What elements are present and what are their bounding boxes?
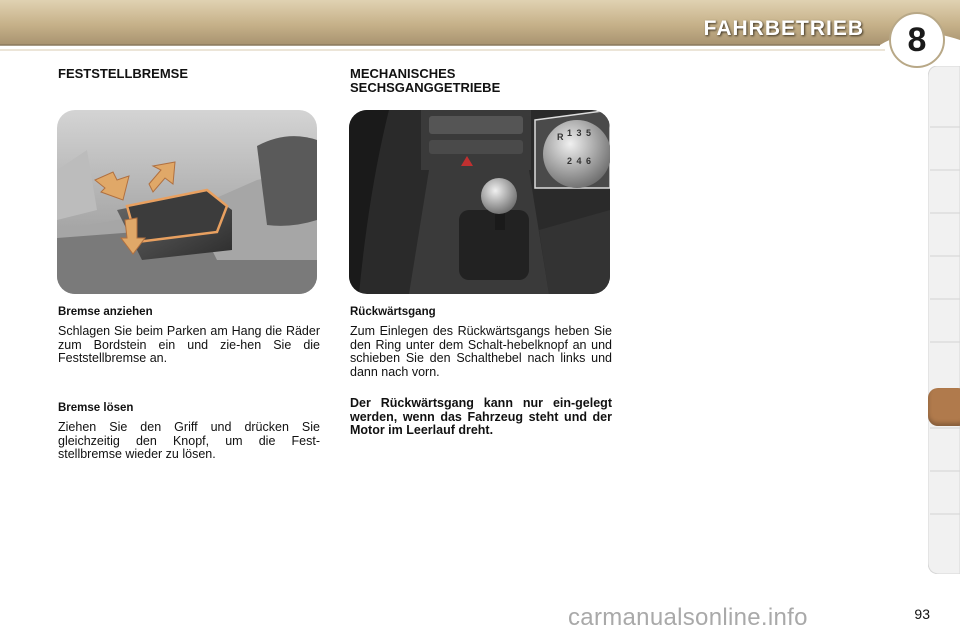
watermark: carmanualsonline.info — [568, 604, 808, 631]
gearbox-photo — [349, 110, 610, 294]
tab-chapter-8-active[interactable] — [928, 388, 960, 426]
gear-knob-top-row-label: 1 3 5 — [567, 128, 593, 138]
paragraph-reverse-gear: Zum Einlegen des Rückwärtsgangs heben Sie den Ring unter dem Schalt-hebelknopf an und schieben Sie den Schalthebel nach links und dann nach vorn. — [350, 324, 612, 379]
subheading-release-brake: Bremse lösen — [58, 402, 134, 414]
paragraph-apply-brake: Schlagen Sie beim Parken am Hang die Räder zum Bordstein ein und zie-hen Sie die Feststellbremse an. — [58, 324, 320, 365]
gear-knob-bottom-row-label: 2 4 6 — [567, 156, 593, 166]
header-bar — [0, 0, 960, 48]
chapter-title: FAHRBETRIEB — [703, 17, 864, 40]
chapter-tabs — [928, 66, 960, 574]
parking-brake-photo — [57, 110, 317, 294]
section-heading-parking-brake: FESTSTELLBREMSE — [58, 66, 189, 81]
section-heading-gearbox-line2: SECHSGANGGETRIEBE — [350, 80, 501, 95]
chapter-number-badge — [889, 12, 945, 68]
gear-knob-reverse-label: R — [557, 132, 564, 142]
page-number: 93 — [914, 606, 930, 622]
paragraph-reverse-gear-note: Der Rückwärtsgang kann nur ein-gelegt werden, wenn das Fahrzeug steht und der Motor im Leerlauf dreht. — [350, 396, 612, 437]
section-heading-gearbox-line1: MECHANISCHES — [350, 66, 456, 81]
subheading-apply-brake: Bremse anziehen — [58, 306, 153, 318]
chapter-number: 8 — [907, 20, 927, 59]
paragraph-release-brake: Ziehen Sie den Griff und drücken Sie gleichzeitig den Knopf, um die Fest-stellbremse wieder zu lösen. — [58, 420, 320, 461]
subheading-reverse-gear: Rückwärtsgang — [350, 306, 436, 318]
